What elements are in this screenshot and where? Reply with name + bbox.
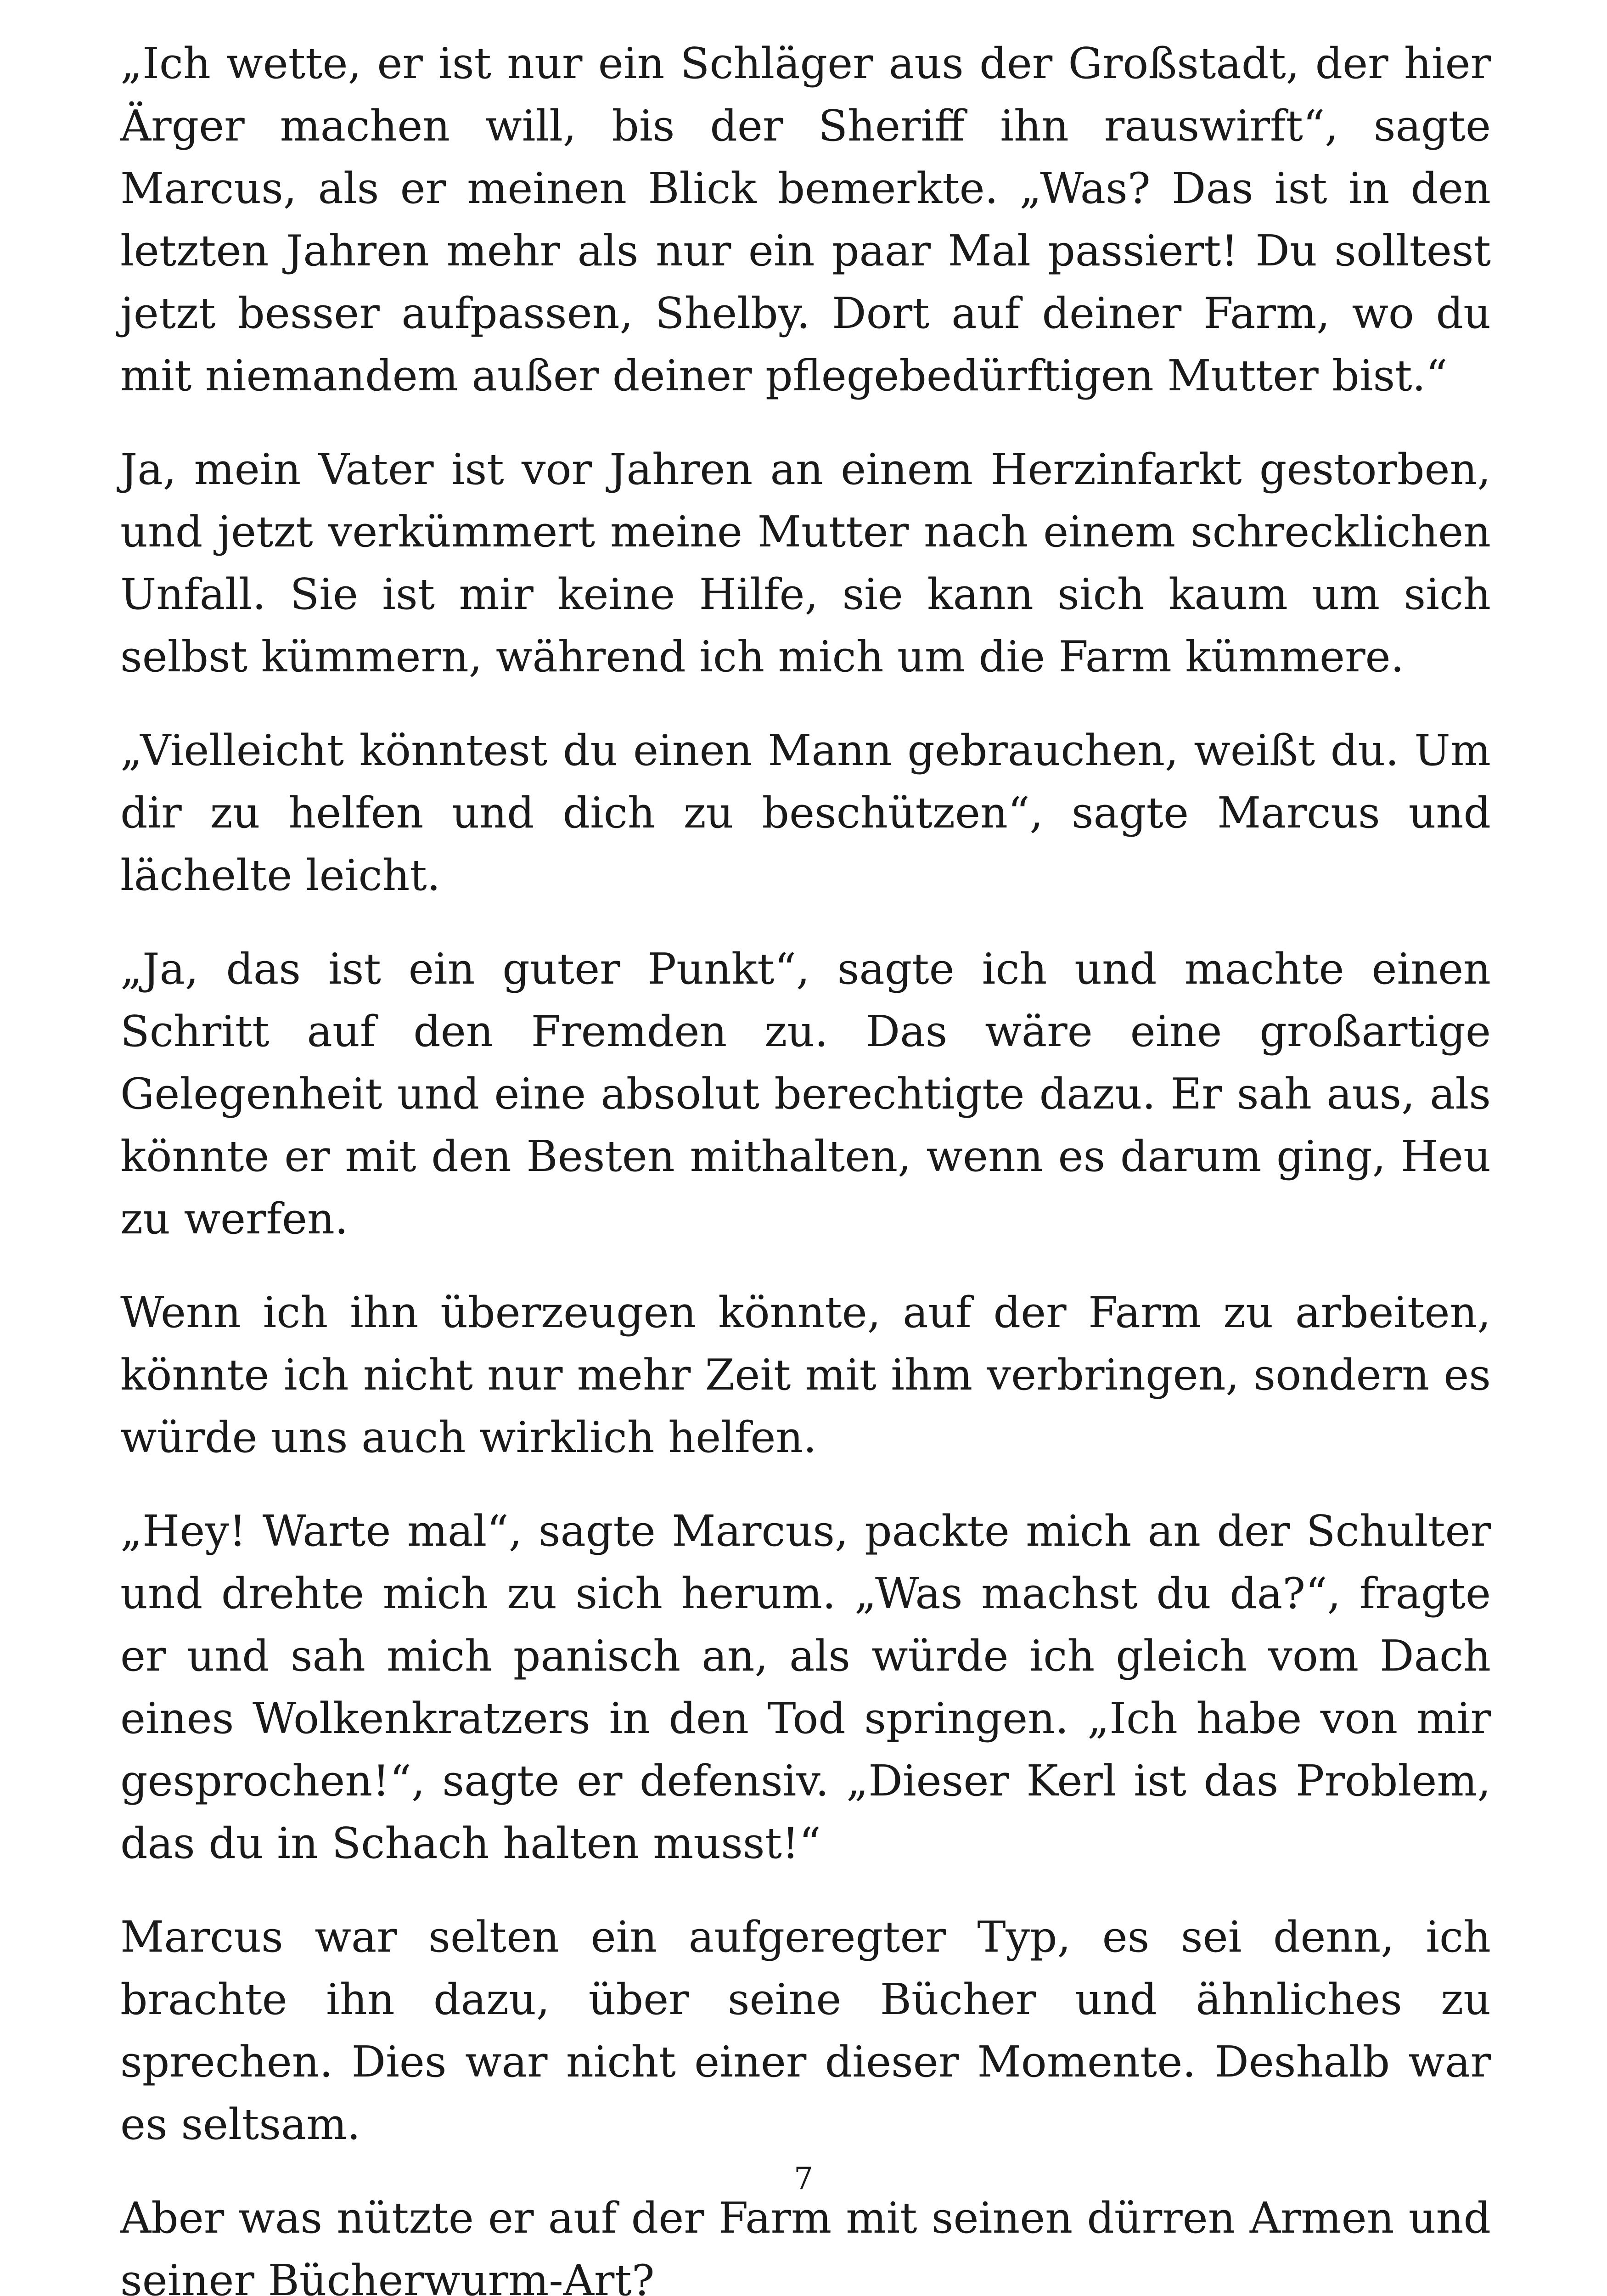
paragraph: Marcus war selten ein aufgeregter Typ, es sei denn, ich brachte ihn dazu, über seine Bücher und ähnliches zu sprechen. Dies war nicht einer dieser Momente. Deshalb war es seltsam.	[120, 1912, 1491, 2149]
paragraph: Ja, mein Vater ist vor Jahren an einem Herzinfarkt gestorben, und jetzt verkümmert meine Mutter nach einem schrecklichen Unfall. Sie ist mir keine Hilfe, sie kann sich kaum um sich selbst kümmern, während ich mich um die Farm kümmere.	[120, 445, 1491, 681]
page-number: 7	[794, 2161, 813, 2196]
paragraph: „Ja, das ist ein guter Punkt“, sagte ich und machte einen Schritt auf den Fremden zu. Das wäre eine großartige Gelegenheit und eine absolut berechtigte dazu. Er sah aus, als könnte er mit den Besten mithalten, wenn es darum ging, Heu zu werfen.	[120, 944, 1491, 1244]
paragraph: Wenn ich ihn überzeugen könnte, auf der Farm zu arbeiten, könnte ich nicht nur mehr Zeit mit ihm verbringen, sondern es würde uns auch wirklich helfen.	[120, 1288, 1491, 1462]
paragraph: „Hey! Warte mal“, sagte Marcus, packte mich an der Schulter und drehte mich zu sich herum. „Was machst du da?“, fragte er und sah mich panisch an, als würde ich gleich vom Dach eines Wolkenkratzers in den Tod springen. „Ich habe von mir gesprochen!“, sagte er defensiv. „Dieser Kerl ist das Problem, das du in Schach halten musst!“	[120, 1506, 1491, 1868]
body-text	[120, 32, 1491, 2296]
paragraph: „Ich wette, er ist nur ein Schläger aus der Großstadt, der hier Ärger machen will, bis der Sheriff ihn rauswirft“, sagte Marcus, als er meinen Blick bemerkte. „Was? Das ist in den letzten Jahren mehr als nur ein paar Mal passiert! Du solltest jetzt besser aufpassen, Shelby. Dort auf deiner Farm, wo du mit niemandem außer deiner pflegebedürftigen Mutter bist.“	[120, 39, 1491, 400]
paragraph: Aber was nützte er auf der Farm mit seinen dürren Armen und seiner Bücherwurm-Art?	[120, 2193, 1491, 2296]
paragraph: „Vielleicht könntest du einen Mann gebrauchen, weißt du. Um dir zu helfen und dich zu beschützen“, sagte Marcus und lächelte leicht.	[120, 726, 1491, 900]
